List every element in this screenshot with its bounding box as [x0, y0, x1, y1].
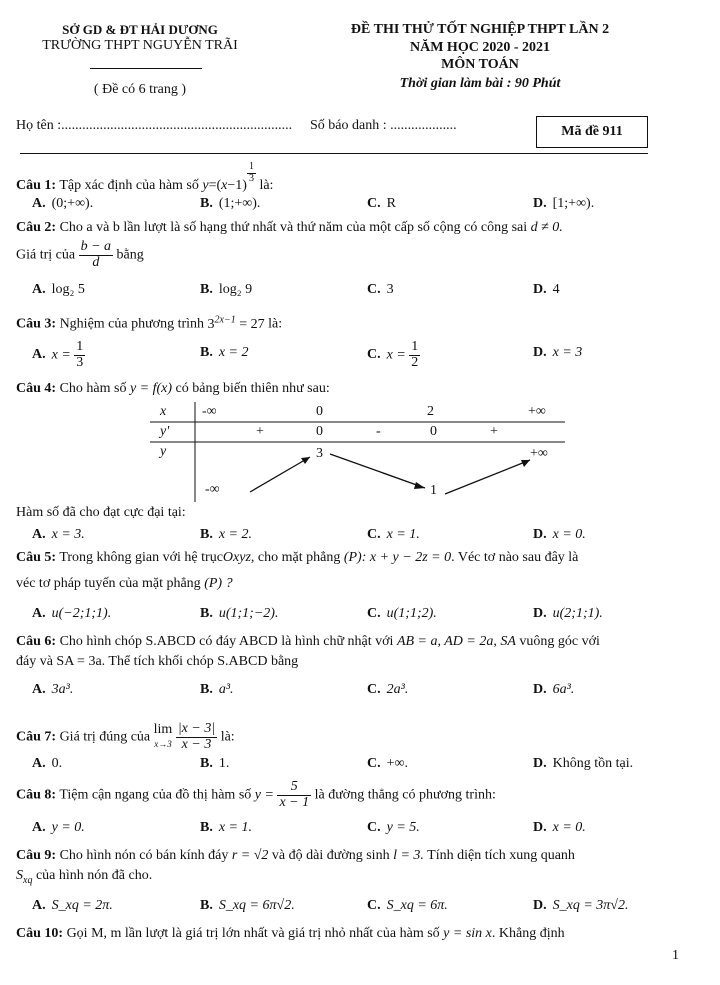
- q1-option-a[interactable]: A. (0;+∞).: [32, 196, 94, 211]
- vt-y-min: 1: [430, 483, 437, 498]
- q7-option-a[interactable]: A. 0.: [32, 756, 63, 771]
- sbd-field: Số báo danh : ...................: [310, 118, 457, 133]
- question-5-line2: véc tơ pháp tuyến của mặt phẳng (P) ?: [16, 576, 233, 591]
- q4-option-a[interactable]: A. x = 3.: [32, 527, 85, 542]
- question-2-line2: Giá trị của $\frac{b - a}{d}$ bằng: [16, 239, 144, 270]
- q3-option-a[interactable]: A. x = $\frac{1}{3}$: [32, 339, 84, 370]
- q6-option-b[interactable]: B. a³.: [200, 682, 234, 697]
- exam-title: ĐỀ THI THỬ TỐT NGHIỆP THPT LẦN 2: [350, 22, 610, 37]
- q7-option-c[interactable]: C. +∞.: [367, 756, 409, 771]
- vt-sign-3: 0: [430, 424, 437, 439]
- q9-option-b[interactable]: B. S_xq = 6π√2.: [200, 898, 295, 913]
- question-5: Câu 5: Trong không gian với hệ trụcOxyz, cho mặt phẳng (P): x + y − 2z = 0. Véc tơ nào sau đây là: [16, 550, 579, 565]
- question-6-line2: đáy và SA = 3a. Thể tích khối chóp S.ABCD bằng: [16, 654, 299, 669]
- vt-y-plus-inf: +∞: [530, 446, 548, 461]
- vt-x-label: x: [160, 404, 167, 419]
- question-4-prompt: Hàm số đã cho đạt cực đại tại:: [16, 505, 186, 520]
- vt-y-label: y: [160, 444, 167, 459]
- q2-option-a[interactable]: A. log₂ 5: [32, 282, 85, 297]
- q7-option-b[interactable]: B. 1.: [200, 756, 230, 771]
- vt-sign-4: +: [490, 424, 498, 439]
- q1-option-b[interactable]: B. (1;+∞).: [200, 196, 261, 211]
- vt-x-3: +∞: [528, 404, 546, 419]
- q8-option-a[interactable]: A. y = 0.: [32, 820, 85, 835]
- vt-sign-1: 0: [316, 424, 323, 439]
- school-name: TRƯỜNG THPT NGUYỄN TRÃI: [42, 38, 238, 53]
- q6-option-d[interactable]: D. 6a³.: [533, 682, 575, 697]
- candidate-divider: [20, 153, 648, 154]
- exam-time: Thời gian làm bài : 90 Phút: [399, 76, 561, 91]
- vt-y-minus-inf: -∞: [205, 482, 220, 497]
- question-9: Câu 9: Cho hình nón có bán kính đáy r = √2 và độ dài đường sinh l = 3. Tính diện tích xung quanh: [16, 848, 575, 863]
- vt-sign-2: -: [376, 424, 381, 439]
- subject: MÔN TOÁN: [441, 57, 519, 72]
- q1-option-c[interactable]: C. R: [367, 196, 396, 211]
- question-7: Câu 7: Giá trị đúng của lim x→3 $\frac{|x - 3|}{x - 3}$ là:: [16, 721, 235, 752]
- q6-option-c[interactable]: C. 2a³.: [367, 682, 409, 697]
- q3-option-b[interactable]: B. x = 2: [200, 345, 249, 360]
- exam-code-box: Mã đề 911: [536, 116, 648, 148]
- question-1: Câu 1: Tập xác định của hàm số y=(x−1) $^{\frac{1}{3}}$ là:: [16, 161, 274, 193]
- q1-option-d[interactable]: D. [1;+∞).: [533, 196, 595, 211]
- header-divider: [90, 68, 202, 69]
- question-8: Câu 8: Tiệm cận ngang của đồ thị hàm số y = $\frac{5}{x - 1}$ là đường thẳng có phương trình:: [16, 779, 496, 810]
- vt-x-0: -∞: [202, 404, 217, 419]
- page-number: 1: [672, 948, 679, 963]
- q5-option-d[interactable]: D. u(2;1;1).: [533, 606, 603, 621]
- question-9-line2: $S_{xq}$ của hình nón đã cho.: [16, 868, 153, 886]
- q5-option-b[interactable]: B. u(1;1;−2).: [200, 606, 279, 621]
- vt-x-2: 2: [427, 404, 434, 419]
- q2-option-b[interactable]: B. log₂ 9: [200, 282, 253, 297]
- q9-option-c[interactable]: C. S_xq = 6π.: [367, 898, 448, 913]
- q4-option-b[interactable]: B. x = 2.: [200, 527, 253, 542]
- q9-option-d[interactable]: D. S_xq = 3π√2.: [533, 898, 629, 913]
- q2-option-c[interactable]: C. 3: [367, 282, 394, 297]
- q8-option-c[interactable]: C. y = 5.: [367, 820, 420, 835]
- name-field: Họ tên :..................................................................: [16, 118, 293, 133]
- vt-sign-0: +: [256, 424, 264, 439]
- question-10: Câu 10: Gọi M, m lần lượt là giá trị lớn nhất và giá trị nhỏ nhất của hàm số y = sin x. Khẳng định: [16, 926, 565, 941]
- school-year: NĂM HỌC 2020 - 2021: [410, 40, 550, 55]
- q5-option-a[interactable]: A. u(−2;1;1).: [32, 606, 112, 621]
- q5-option-c[interactable]: C. u(1;1;2).: [367, 606, 437, 621]
- vt-x-1: 0: [316, 404, 323, 419]
- q3-option-d[interactable]: D. x = 3: [533, 345, 583, 360]
- question-6: Câu 6: Cho hình chóp S.ABCD có đáy ABCD là hình chữ nhật với AB = a, AD = 2a, SA vuông góc với: [16, 634, 600, 649]
- variation-table: [150, 402, 565, 502]
- q9-option-a[interactable]: A. S_xq = 2π.: [32, 898, 113, 913]
- question-2: Câu 2: Cho a và b lần lượt là số hạng thứ nhất và thứ năm của một cấp số cộng có công sai d ≠ 0.: [16, 220, 563, 235]
- q7-option-d[interactable]: D. Không tồn tại.: [533, 756, 634, 771]
- q6-option-a[interactable]: A. 3a³.: [32, 682, 74, 697]
- q3-option-c[interactable]: C. x = $\frac{1}{2}$: [367, 339, 419, 370]
- vt-y-max: 3: [316, 446, 323, 461]
- question-3: Câu 3: Nghiệm của phương trình $3^{2x-1} = 27$ là:: [16, 314, 283, 332]
- q2-option-d[interactable]: D. 4: [533, 282, 560, 297]
- q4-option-c[interactable]: C. x = 1.: [367, 527, 420, 542]
- q8-option-d[interactable]: D. x = 0.: [533, 820, 586, 835]
- vt-yp-label: y': [160, 424, 170, 439]
- q8-option-b[interactable]: B. x = 1.: [200, 820, 253, 835]
- dept-name: SỞ GD & ĐT HẢI DƯƠNG: [62, 22, 218, 37]
- q4-option-d[interactable]: D. x = 0.: [533, 527, 586, 542]
- question-4: Câu 4: Cho hàm số y = f(x) có bảng biến thiên như sau:: [16, 381, 330, 396]
- pages-note: ( Đề có 6 trang ): [93, 82, 187, 97]
